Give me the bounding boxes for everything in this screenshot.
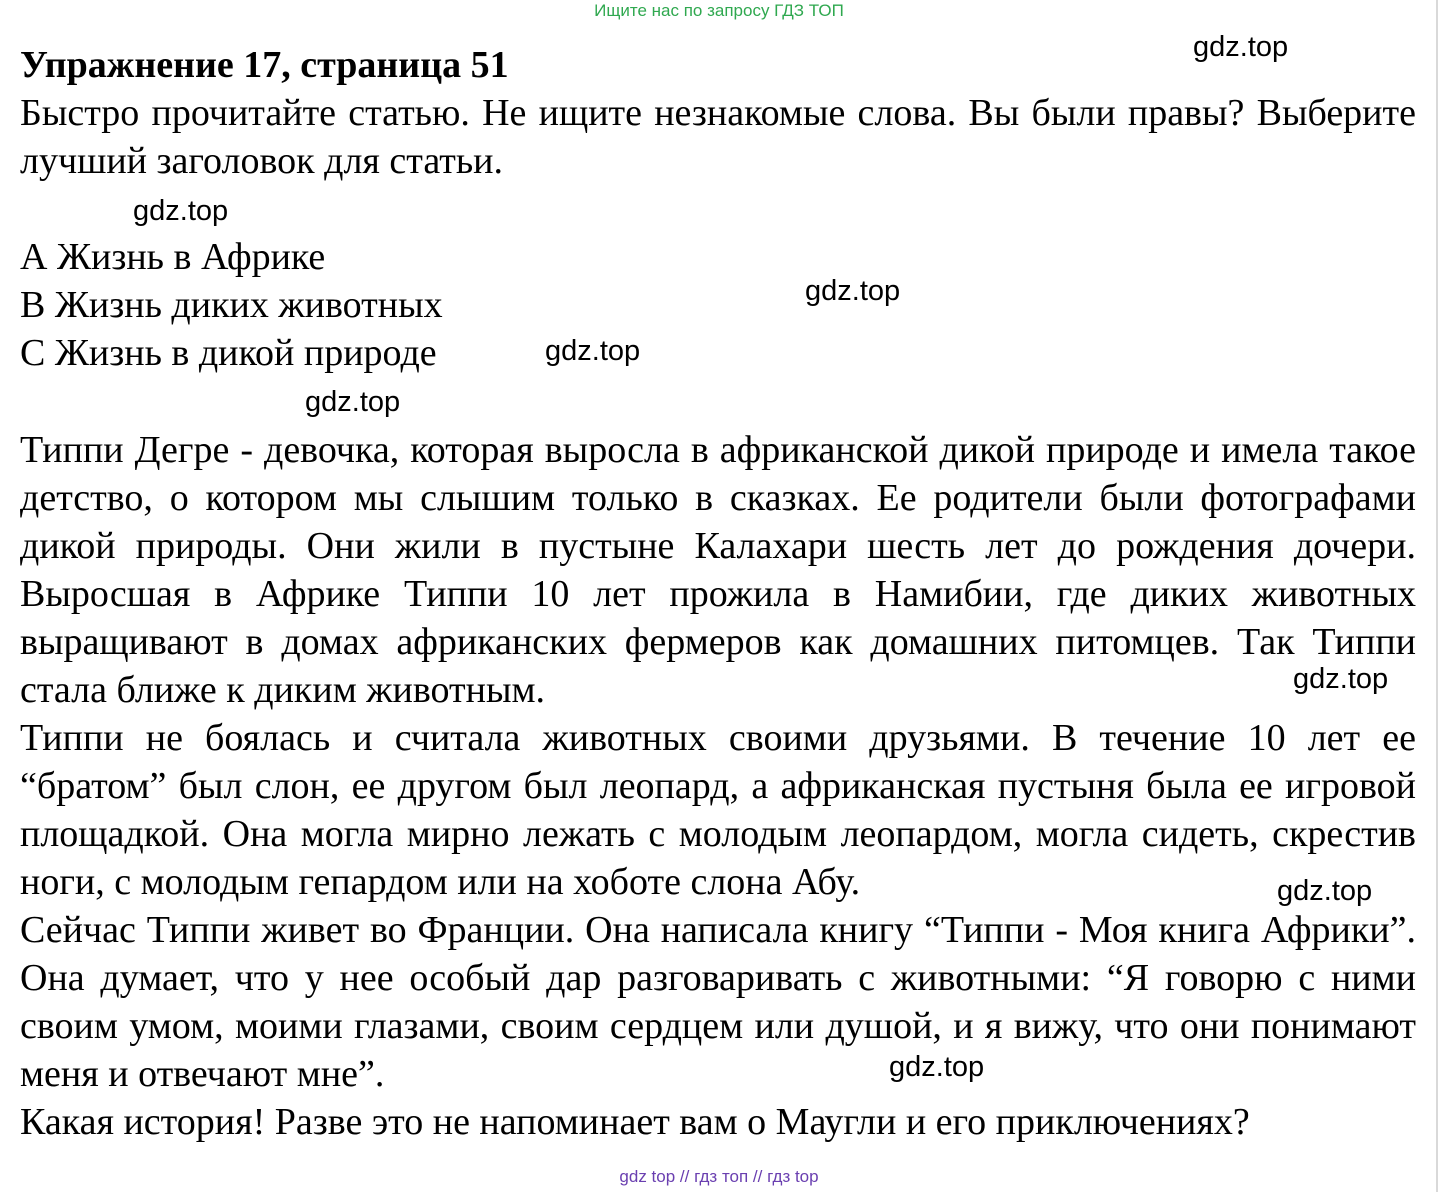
watermark-text: gdz.top xyxy=(545,335,641,367)
top-banner: Ищите нас по запросу ГДЗ ТОП xyxy=(594,1,844,20)
watermark-text: gdz.top xyxy=(1277,875,1373,907)
watermark-text: gdz.top xyxy=(133,195,229,227)
title-options-list xyxy=(20,233,443,377)
article-paragraph-3: Сейчас Типпи живет во Франции. Она написала книгу “Типпи - Моя книга Африки”. Она думает, что у нее особый дар разговаривать с животными: “Я говорю с ними своим умом, моими глазами, своим сердцем или душой, и я вижу, что они понимают меня и отвечают мне”. xyxy=(20,909,1416,1095)
exercise-title: Упражнение 17, страница 51 xyxy=(20,44,509,86)
watermark-text: gdz.top xyxy=(305,386,401,418)
article-paragraph-2: Типпи не боялась и считала животных своими друзьями. В течение 10 лет ее “братом” был слон, ее другом был леопард, а африканская пустыня была ее игровой площадкой. Она могла мирно лежать с молодым леопардом, могла сидеть, скрестив ноги, с молодым гепардом или на хоботе слона Абу. xyxy=(20,717,1416,903)
option-c: С Жизнь в дикой природе xyxy=(20,332,437,374)
watermark-text: gdz.top xyxy=(1193,31,1289,63)
article-paragraph-1: Типпи Дегре - девочка, которая выросла в африканской дикой природе и имела такое детство, о котором мы слышим только в сказках. Ее родители были фотографами дикой природы. Они жили в пустыне Калахари шесть лет до рождения дочери. Выросшая в Африке Типпи 10 лет прожила в Намибии, где диких животных выращивают в домах африканских фермеров как домашних питомцев. Так Типпи стала ближе к диким животным. xyxy=(20,429,1416,711)
option-a: А Жизнь в Африке xyxy=(20,236,326,278)
watermark-text: gdz.top xyxy=(805,275,901,307)
article-paragraph-4: Какая история! Разве это не напоминает вам о Маугли и его приключениях? xyxy=(20,1101,1250,1143)
watermark-text: gdz.top xyxy=(889,1051,985,1083)
instructions-text: Быстро прочитайте статью. Не ищите незнакомые слова. Вы были правы? Выберите лучший заголовок для статьи. xyxy=(20,92,1416,182)
footer-links: gdz top // гдз топ // гдз top xyxy=(619,1167,819,1186)
watermark-text: gdz.top xyxy=(1293,663,1389,695)
article-text xyxy=(20,426,1416,1146)
option-b: В Жизнь диких животных xyxy=(20,284,443,326)
